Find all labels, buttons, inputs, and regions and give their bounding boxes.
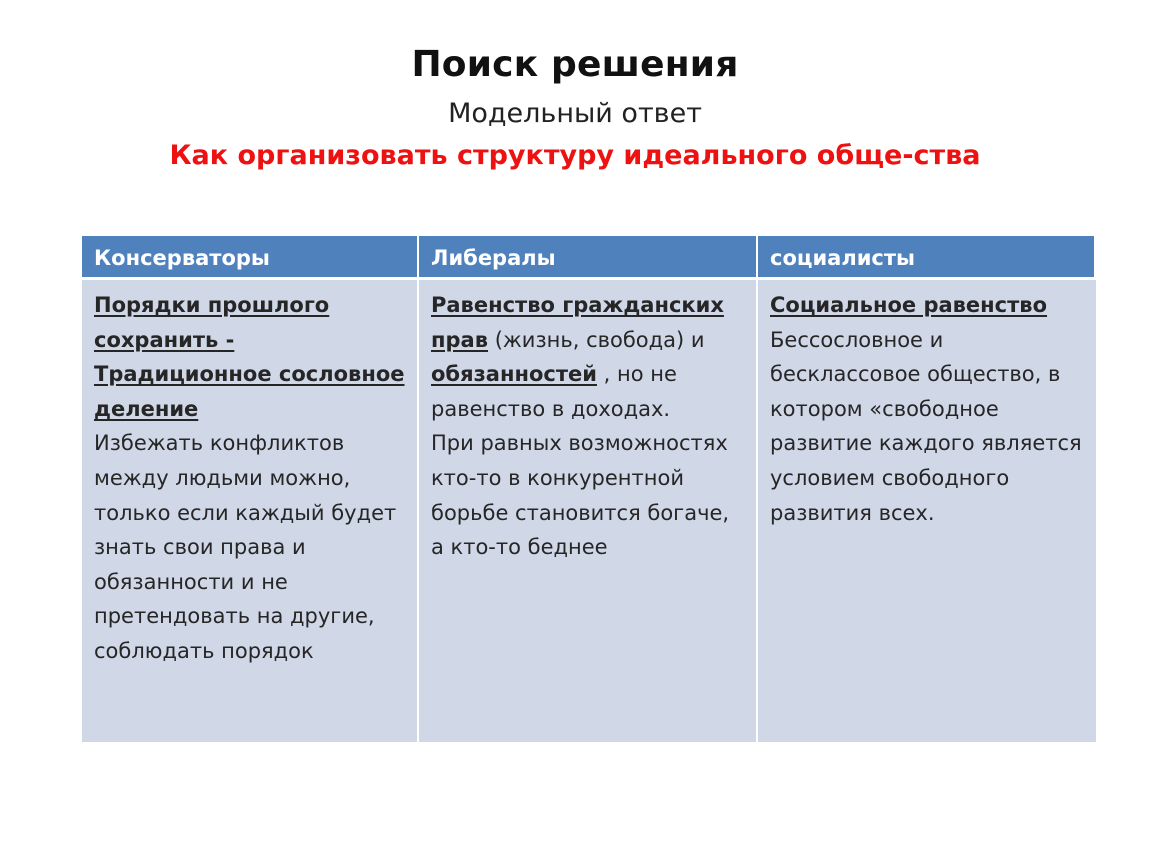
header-socialists: социалисты — [758, 236, 1096, 280]
liberals-text-3: При равных возможностях кто-то в конкурентной борьбе становится богаче, а кто-то беднее — [431, 431, 730, 560]
liberals-heading-2: обязанностей — [431, 362, 597, 387]
header-liberals: Либералы — [419, 236, 758, 280]
cell-conservatives — [82, 280, 419, 742]
header-conservatives: Консерваторы — [82, 236, 419, 280]
socialists-heading: Социальное равенство — [770, 293, 1048, 317]
liberals-paragraph-1 — [431, 288, 744, 426]
slide-title: Поиск решения — [411, 44, 739, 85]
cell-liberals — [419, 280, 758, 742]
liberals-text-1: (жизнь, свобода) и — [488, 327, 705, 352]
slide-topic: Как организовать структуру идеального обще-ства — [169, 140, 981, 171]
socialists-text: Бессословное и бесклассовое общество, в котором «свободное развитие каждого является условием свободного развития всех. — [770, 327, 1082, 525]
comparison-table — [82, 236, 1096, 742]
liberals-heading: Равенство гражданских прав — [431, 293, 724, 352]
liberals-text-2: , но не равенство в доходах. — [431, 362, 677, 421]
slide-subtitle: Модельный ответ — [448, 98, 702, 129]
conservatives-heading: Порядки прошлого сохранить - Традиционное сословное деление — [94, 293, 405, 421]
cell-socialists — [758, 280, 1096, 742]
conservatives-text: Избежать конфликтов между людьми можно, только если каждый будет знать свои права и обязанности и не претендовать на другие, соблюдать порядок — [94, 431, 397, 663]
